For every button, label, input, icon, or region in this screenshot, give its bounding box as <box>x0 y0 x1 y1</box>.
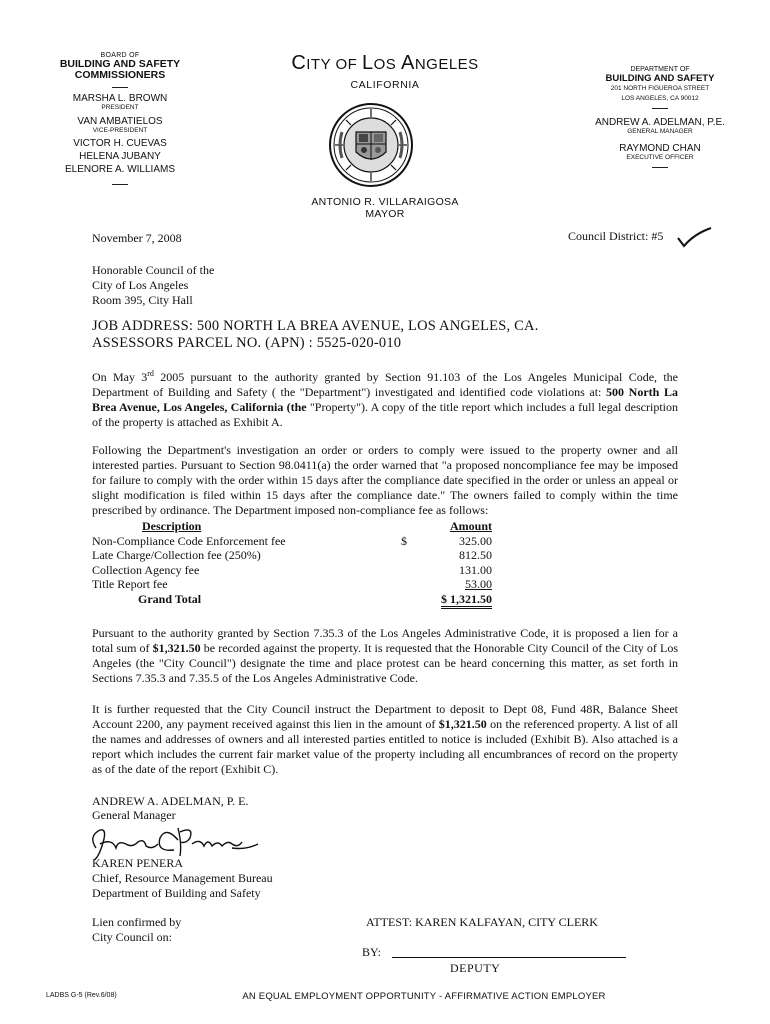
department-address-city: LOS ANGELES, CA 90012 <box>621 95 699 102</box>
addressee-line: City of Los Angeles <box>92 278 189 292</box>
general-manager-signoff: ANDREW A. ADELMAN, P. E. <box>92 794 249 808</box>
mayor-block <box>290 196 480 220</box>
commissioner-name: HELENA JUBANY <box>79 151 161 162</box>
fee-description: Late Charge/Collection fee (250%) <box>92 548 261 562</box>
by-label: BY: <box>362 945 381 959</box>
job-address: JOB ADDRESS: 500 NORTH LA BREA AVENUE, LOS ANGELES, CA. <box>92 318 539 334</box>
board-of-commissioners <box>40 52 200 185</box>
amount-header: Amount <box>449 519 492 533</box>
grand-total-cell <box>400 592 492 607</box>
fee-description: Non-Compliance Code Enforcement fee <box>92 533 286 548</box>
fee-table <box>92 519 492 608</box>
board-label: BOARD OF <box>100 52 140 59</box>
council-district: Council District: #5 <box>568 229 664 243</box>
state-name: CALIFORNIA <box>350 79 420 91</box>
president-name: MARSHA L. BROWN <box>72 93 168 104</box>
signer-name: KAREN PENERA <box>92 856 184 870</box>
description-header: Description <box>142 519 202 533</box>
checkmark-icon <box>676 226 712 248</box>
fee-description: Title Report fee <box>92 577 168 591</box>
fee-amount: 812.50 <box>459 548 492 562</box>
lien-line: City Council on: <box>92 930 173 944</box>
city-letterhead <box>240 52 530 91</box>
general-manager-role: GENERAL MANAGER <box>627 128 693 135</box>
attest-line: ATTEST: KAREN KALFAYAN, CITY CLERK <box>366 915 598 929</box>
commissioner-name: VICTOR H. CUEVAS <box>73 138 167 149</box>
paragraph-noncompliance: Following the Department's investigation an order or orders to comply were issued to the property owner and all interested parties. Pursuant to Section 98.0411(a) the order warned that "a proposed noncompliance fee may be imposed for failure to comply with the order within 15 days after the compliance date specified in the order or unless an appeal or slight modification is filed within 15 days after the compliance date." The owners failed to comply within the time prescribed by ordinance. The Department imposed non-compliance fee as follows: <box>92 443 678 517</box>
executive-officer-name: RAYMOND CHAN <box>619 143 701 154</box>
general-manager-title: General Manager <box>92 808 176 822</box>
dollar-sign: $ <box>401 533 407 548</box>
divider <box>652 167 668 168</box>
divider <box>652 108 668 109</box>
signature-line <box>392 957 626 958</box>
fee-table-header <box>92 519 492 534</box>
subject-block <box>92 318 652 352</box>
board-title-line2: COMMISSIONERS <box>74 69 166 81</box>
paragraph-deposit: It is further requested that the City Council instruct the Department to deposit to Dept 08, Fund 48R, Balance Sheet Account 2200, any payment received against this lien in the amount of $1,321.50 on the referenced property. A list of all the names and addresses of owners and all interested parties entitled to notice is included (Exhibit B). Also attached is a report which includes the current fair market value of the property including all encumbrances of record on the property as of the date of the report (Exhibit C). <box>92 702 678 776</box>
letter-date: November 7, 2008 <box>92 231 182 245</box>
department-block <box>570 66 750 168</box>
grand-total-amount: $ 1,321.50 <box>441 592 492 609</box>
addressee-block <box>92 263 214 308</box>
mayor-name: ANTONIO R. VILLARAIGOSA <box>311 196 459 208</box>
grand-total-label: Grand Total <box>138 591 202 606</box>
divider <box>112 87 128 88</box>
fee-amount: 325.00 <box>459 533 492 548</box>
lien-line: Lien confirmed by <box>92 915 182 929</box>
executive-officer-role: EXECUTIVE OFFICER <box>626 154 694 161</box>
signer-title: Chief, Resource Management Bureau <box>92 871 273 885</box>
general-manager-name: ANDREW A. ADELMAN, P.E. <box>595 117 725 128</box>
fee-amount: 53.00 <box>465 577 492 591</box>
vice-president-name: VAN AMBATIELOS <box>77 116 163 127</box>
assessors-parcel-number: ASSESSORS PARCEL NO. (APN) : 5525-020-010 <box>92 335 402 351</box>
deputy-label: DEPUTY <box>450 961 501 975</box>
commissioner-name: ELENORE A. WILLIAMS <box>64 164 176 175</box>
fee-description: Collection Agency fee <box>92 562 200 577</box>
fee-row <box>92 534 492 549</box>
fee-row <box>92 577 492 592</box>
fee-row <box>92 548 492 563</box>
fee-total-row <box>92 592 492 608</box>
board-title-line1: BUILDING AND SAFETY <box>59 58 181 70</box>
city-seal-icon <box>328 102 414 188</box>
fee-row <box>92 563 492 578</box>
addressee-line: Honorable Council of the <box>92 263 215 277</box>
vice-president-role: VICE-PRESIDENT <box>92 127 148 134</box>
eeo-footer: AN EQUAL EMPLOYMENT OPPORTUNITY - AFFIRMATIVE ACTION EMPLOYER <box>242 991 606 1002</box>
paragraph-investigation: On May 3rd 2005 pursuant to the authority granted by Section 91.103 of the Los Angeles Municipal Code, the Department of Building and Safety ( the "Department") investigated and identified code violations at: 500 North La Brea Avenue, Los Angeles, California (the "Property"). A copy of the title report which includes a full legal description of the property is attached as Exhibit A. <box>92 369 678 429</box>
fee-amount: 131.00 <box>459 562 492 577</box>
lien-confirmation <box>92 915 181 945</box>
divider <box>112 184 128 185</box>
department-label: DEPARTMENT OF <box>630 66 690 73</box>
department-title: BUILDING AND SAFETY <box>605 73 715 84</box>
paragraph-lien: Pursuant to the authority granted by Section 7.35.3 of the Los Angeles Administrative Code, it is proposed a lien for a total sum of $1,321.50 be recorded against the property. It is requested that the Honorable City Council of the City of Los Angeles (the "City Council") designate the time and place protest can be heard concerning this matter, as set forth in Sections 7.35.3 and 7.35.5 of the Los Angeles Administrative Code. <box>92 626 679 685</box>
city-name: CITY OF LOS ANGELES <box>291 52 479 74</box>
department-address-street: 201 NORTH FIGUEROA STREET <box>610 85 710 92</box>
signer-block <box>92 856 273 901</box>
president-role: PRESIDENT <box>101 104 139 111</box>
form-number: LADBS G-5 (Rev.6/08) <box>46 992 117 999</box>
signer-department: Department of Building and Safety <box>92 886 261 900</box>
mayor-title: MAYOR <box>365 208 405 220</box>
addressee-line: Room 395, City Hall <box>92 293 193 307</box>
